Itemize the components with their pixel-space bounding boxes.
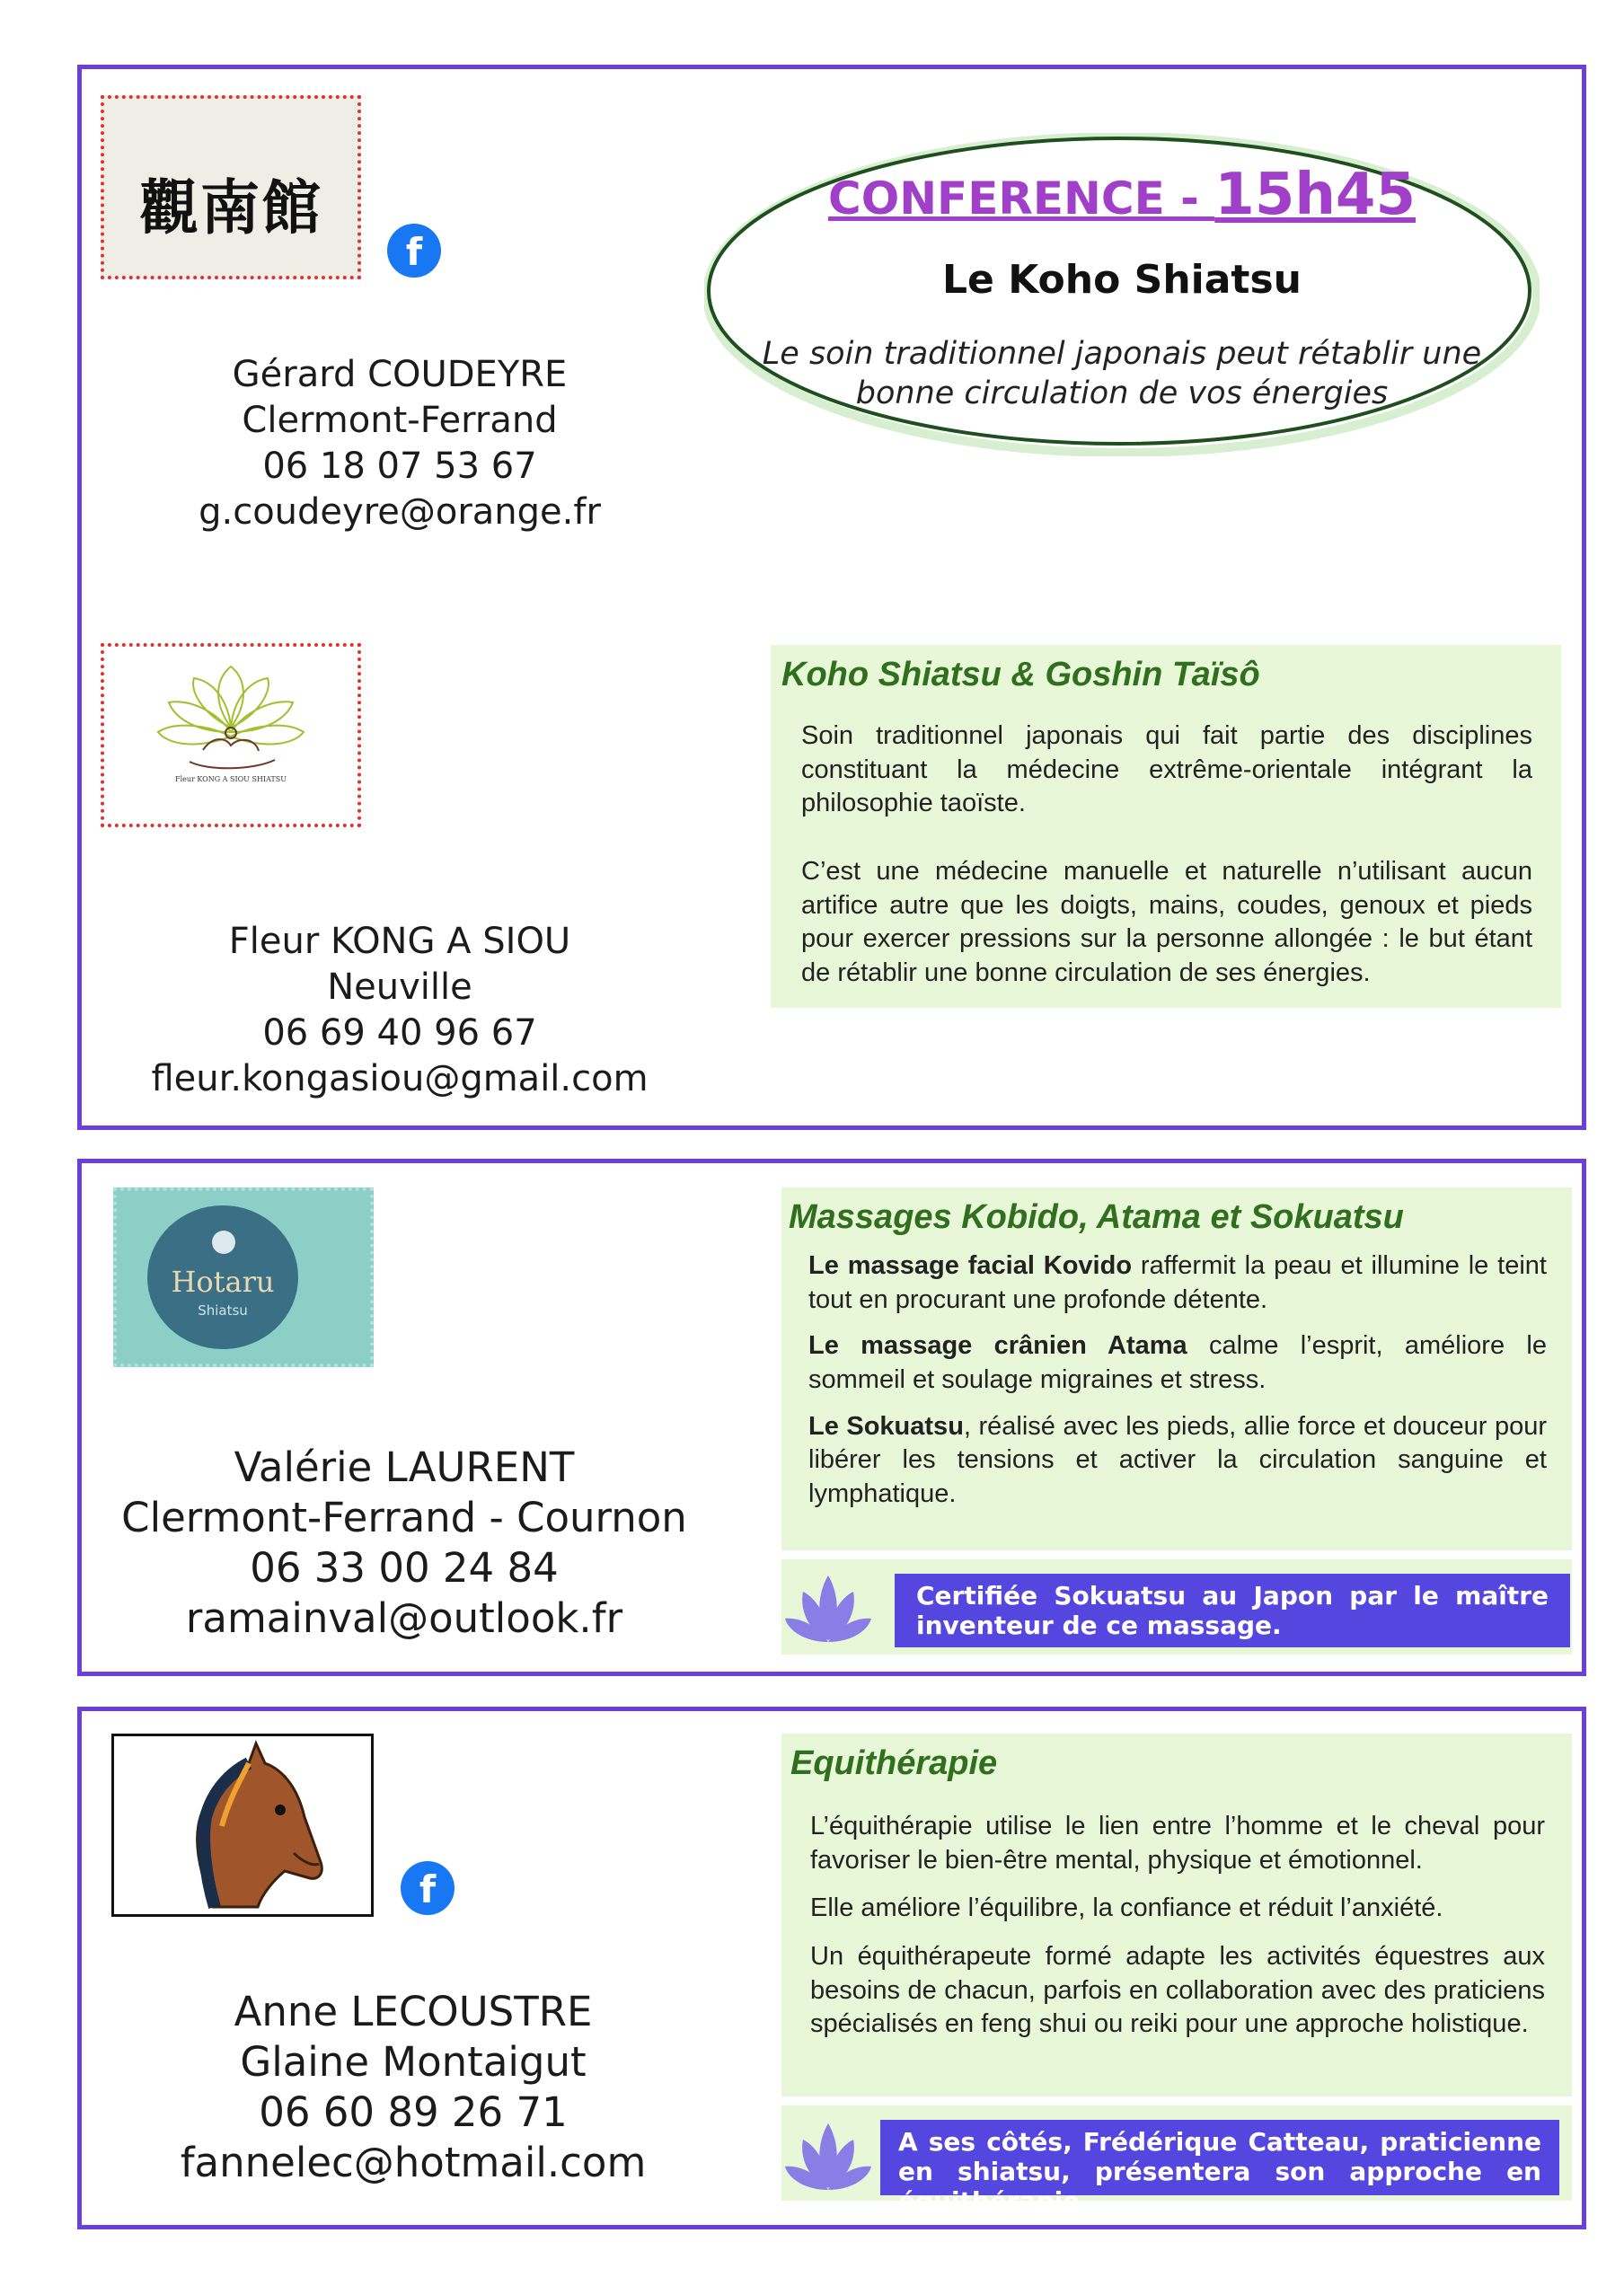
box-paragraph: Un équithérapeute formé adapte les activités équestres aux besoins de chacun, parfois en collaboration avec des praticiens spécialisés en feng shui ou reiki pour une approche holistique. <box>810 1942 1545 2039</box>
box-title: Koho Shiatsu & Goshin Taïsô <box>781 656 1260 693</box>
massages-box <box>781 1187 1572 1550</box>
box-paragraph: Le massage facial Kovido raffermit la peau et illumine le teint tout en procurant une profonde détente. <box>808 1251 1547 1314</box>
horse-icon <box>114 1736 371 1914</box>
hotaru-logo-circle <box>147 1205 298 1349</box>
hotaru-logo-text: Hotaru <box>171 1265 275 1299</box>
box-paragraph: C’est une médecine manuelle et naturelle n’utilisant aucun artifice autre que les doigts, mains, coudes, genoux et pieds pour exercer pressions sur la personne allongée : le but étant de rétablir une bonne circulation de ses énergies. <box>801 857 1532 988</box>
contact-city: Glaine Montaigut <box>240 2038 587 2086</box>
contact-anne <box>117 1987 710 2188</box>
equitherapie-box <box>781 1734 1572 2096</box>
lotus-icon <box>783 1567 873 1647</box>
contact-phone: 06 60 89 26 71 <box>259 2088 568 2136</box>
box-paragraph: Le Sokuatsu, réalisé avec les pieds, allie force et douceur pour libérer les tensions et activer la circulation sanguine et lymphatique. <box>808 1411 1547 1509</box>
box-paragraph: Elle améliore l’équilibre, la confiance et réduit l’anxiété. <box>810 1893 1443 1923</box>
conference-title: Le Koho Shiatsu <box>942 257 1302 303</box>
koho-shiatsu-box <box>771 645 1561 1008</box>
contact-name: Anne LECOUSTRE <box>234 1988 593 2035</box>
conference-time: 15h45 <box>1214 162 1416 228</box>
contact-phone: 06 69 40 96 67 <box>262 1012 537 1054</box>
contact-city: Clermont-Ferrand <box>242 400 558 441</box>
fleur-logo <box>101 643 361 827</box>
facebook-icon[interactable]: f <box>387 224 441 278</box>
box-paragraph: Soin traditionnel japonais qui fait partie des disciplines constituant la médecine extrême-orientale intégrant la philosophie taoïste. <box>801 721 1532 818</box>
contact-phone: 06 18 07 53 67 <box>262 446 537 487</box>
contact-email[interactable]: fleur.kongasiou@gmail.com <box>151 1058 649 1099</box>
certification-banner: Certifiée Sokuatsu au Japon par le maître inventeur de ce massage. <box>895 1574 1570 1647</box>
contact-fleur <box>135 919 665 1102</box>
firefly-icon <box>212 1231 235 1254</box>
kanji-logo <box>101 95 361 279</box>
conference-label: CONFERENCE - <box>828 172 1215 225</box>
box-title: Equithérapie <box>790 1744 998 1782</box>
facebook-icon[interactable]: f <box>401 1861 455 1915</box>
contact-name: Valérie LAURENT <box>234 1443 575 1491</box>
kanji-logo-text: 觀南館 <box>139 172 322 243</box>
hotaru-logo-sub: Shiatsu <box>198 1302 248 1319</box>
horse-image <box>111 1734 374 1917</box>
flower-icon <box>104 647 357 824</box>
contact-phone: 06 33 00 24 84 <box>250 1544 559 1592</box>
hotaru-logo <box>113 1187 374 1367</box>
contact-city: Clermont-Ferrand - Cournon <box>121 1494 687 1541</box>
contact-name: Gérard COUDEYRE <box>232 354 568 395</box>
contact-email[interactable]: fannelec@hotmail.com <box>180 2139 647 2186</box>
box-title: Massages Kobido, Atama et Sokuatsu <box>789 1198 1404 1236</box>
conference-heading <box>704 162 1540 228</box>
practitioner-banner: A ses côtés, Frédérique Catteau, praticienne en shiatsu, présentera son approche en équithérapie <box>880 2120 1559 2195</box>
contact-email[interactable]: ramainval@outlook.fr <box>185 1594 623 1642</box>
lotus-icon <box>783 2114 873 2195</box>
contact-email[interactable]: g.coudeyre@orange.fr <box>199 491 601 533</box>
box-paragraph: Le massage crânien Atama calme l’esprit, améliore le sommeil et soulage migraines et stress. <box>808 1331 1547 1395</box>
conference-subtitle: Le soin traditionnel japonais peut rétablir une bonne circulation de vos énergies <box>762 336 1482 411</box>
contact-valerie <box>108 1443 701 1644</box>
fleur-logo-caption: Fleur KONG A SIOU SHIATSU <box>175 775 287 783</box>
contact-name: Fleur KONG A SIOU <box>228 921 571 962</box>
contact-gerard <box>135 352 665 535</box>
contact-city: Neuville <box>327 966 472 1008</box>
box-paragraph: L’équithérapie utilise le lien entre l’homme et le cheval pour favoriser le bien-être mental, physique et émotionnel. <box>810 1812 1545 1875</box>
